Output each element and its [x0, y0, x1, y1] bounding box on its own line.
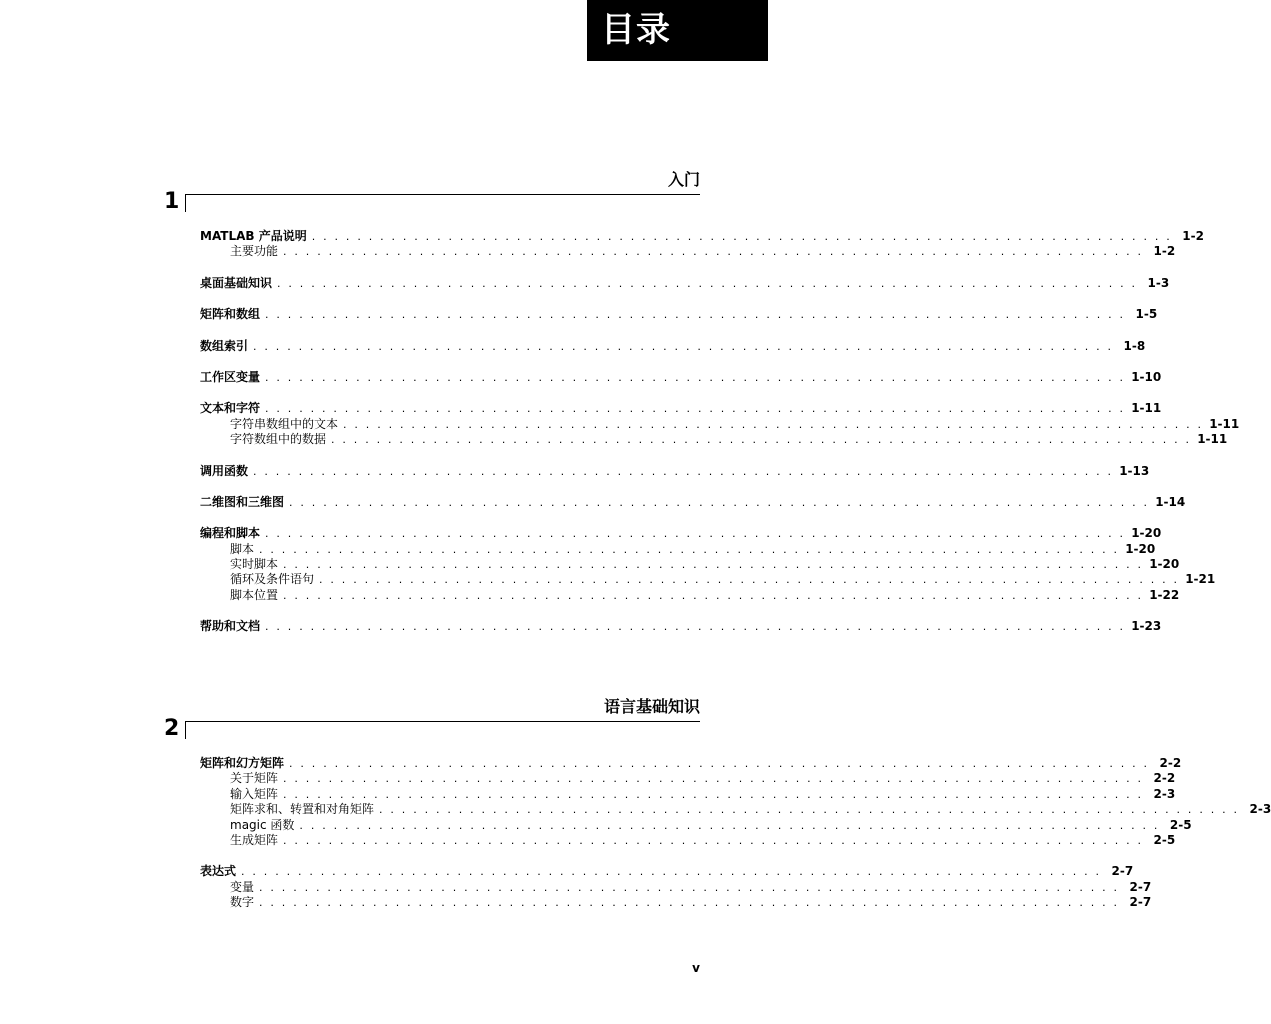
toc-header-tab: 目录 — [587, 0, 768, 61]
toc-group — [200, 756, 1271, 848]
toc-entry-page: 1-23 — [1131, 619, 1162, 634]
dot-leader: . . . . . . . . . . . . . . . . . . . . . . . . . . . . . . . . . . . . . . . . . . . . . . . . . . . . . . . . . . . . . . . . . . . . . . . . . . . . — [265, 370, 1126, 384]
toc-entry-page: 2-5 — [1153, 832, 1176, 847]
toc-entry-page: 1-11 — [1209, 416, 1240, 431]
toc-entry-label: 实时脚本 — [230, 557, 279, 572]
toc-entry[interactable] — [200, 864, 1134, 879]
dot-leader: . . . . . . . . . . . . . . . . . . . . . . . . . . . . . . . . . . . . . . . . . . . . . . . . . . . . . . . . . . . . . . . . . . . . . . . . . . . . — [283, 833, 1144, 847]
toc-entry-label: 调用函数 — [200, 463, 249, 478]
toc-entry[interactable] — [200, 307, 1158, 322]
toc-subentry[interactable] — [200, 817, 1192, 833]
toc-subentry[interactable] — [200, 771, 1176, 786]
toc-entry-label: 编程和脚本 — [200, 526, 261, 541]
toc-entry[interactable] — [200, 526, 1162, 541]
toc-entry[interactable] — [200, 619, 1162, 634]
toc-group — [200, 864, 1152, 910]
toc-entry-label: 关于矩阵 — [230, 771, 279, 786]
toc-entry-page: 1-2 — [1153, 244, 1176, 259]
toc-subentry[interactable] — [200, 572, 1216, 587]
toc-entry-label: 循环及条件语句 — [230, 572, 315, 587]
toc-entry[interactable] — [200, 463, 1150, 479]
toc-subentry[interactable] — [200, 244, 1176, 259]
toc-group — [200, 494, 1186, 510]
toc-subentry[interactable] — [200, 432, 1228, 447]
page-number: v — [692, 961, 700, 975]
toc-entry-label: 字符数组中的数据 — [230, 432, 327, 447]
dot-leader: . . . . . . . . . . . . . . . . . . . . . . . . . . . . . . . . . . . . . . . . . . . . . . . . . . . . . . . . . . . . . . . . . . . . . . . . . . . . — [283, 772, 1144, 786]
toc-subentry[interactable] — [200, 832, 1176, 848]
toc-entry-page: 1-3 — [1147, 275, 1170, 290]
toc-entry-label: 输入矩阵 — [230, 786, 279, 801]
toc-entry-label: 字符串数组中的文本 — [230, 416, 339, 431]
toc-subentry[interactable] — [200, 786, 1176, 802]
toc-entry[interactable] — [200, 401, 1162, 416]
toc-entry-label: magic 函数 — [230, 817, 295, 832]
toc-entry-page: 2-2 — [1153, 771, 1176, 786]
dot-leader: . . . . . . . . . . . . . . . . . . . . . . . . . . . . . . . . . . . . . . . . . . . . . . . . . . . . . . . . . . . . . . . . . . . . . . . . . . . . — [253, 464, 1114, 478]
dot-leader: . . . . . . . . . . . . . . . . . . . . . . . . . . . . . . . . . . . . . . . . . . . . . . . . . . . . . . . . . . . . . . . . . . . . . . . . . . . . — [265, 620, 1126, 634]
toc-entry-page: 1-5 — [1135, 307, 1158, 322]
toc-entry-label: 数字 — [230, 895, 255, 910]
toc-entry-label: 主要功能 — [230, 244, 279, 259]
toc-subentry[interactable] — [200, 557, 1180, 572]
toc-group — [200, 526, 1216, 603]
toc-group — [200, 307, 1158, 322]
toc-group — [200, 463, 1150, 479]
toc-group — [200, 619, 1162, 634]
dot-leader: . . . . . . . . . . . . . . . . . . . . . . . . . . . . . . . . . . . . . . . . . . . . . . . . . . . . . . . . . . . . . . . . . . . . . . . . . . . . — [277, 276, 1138, 290]
chapter-number: 2 — [164, 716, 180, 741]
dot-leader: . . . . . . . . . . . . . . . . . . . . . . . . . . . . . . . . . . . . . . . . . . . . . . . . . . . . . . . . . . . . . . . . . . . . . . . . . . . . — [265, 308, 1126, 322]
dot-leader: . . . . . . . . . . . . . . . . . . . . . . . . . . . . . . . . . . . . . . . . . . . . . . . . . . . . . . . . . . . . . . . . . . . . . . . . . . . . — [379, 803, 1240, 817]
dot-leader: . . . . . . . . . . . . . . . . . . . . . . . . . . . . . . . . . . . . . . . . . . . . . . . . . . . . . . . . . . . . . . . . . . . . . . . . . . . . — [283, 787, 1144, 801]
toc-entry-page: 2-5 — [1169, 817, 1192, 832]
toc-entry-page: 2-2 — [1159, 756, 1182, 770]
dot-leader: . . . . . . . . . . . . . . . . . . . . . . . . . . . . . . . . . . . . . . . . . . . . . . . . . . . . . . . . . . . . . . . . . . . . . . . . . . . . — [343, 417, 1204, 431]
toc-entry-label: 桌面基础知识 — [200, 275, 273, 290]
chapter-title: 语言基础知识 — [603, 697, 700, 716]
toc-subentry[interactable] — [200, 895, 1152, 910]
toc-entry[interactable] — [200, 338, 1146, 354]
chapter-entries — [200, 229, 1240, 651]
toc-entry-label: 生成矩阵 — [230, 832, 279, 847]
dot-leader: . . . . . . . . . . . . . . . . . . . . . . . . . . . . . . . . . . . . . . . . . . . . . . . . . . . . . . . . . . . . . . . . . . . . . . . . . . . . — [331, 433, 1192, 447]
toc-entry[interactable] — [200, 756, 1182, 771]
toc-subentry[interactable] — [200, 541, 1156, 557]
toc-entry-label: 矩阵和数组 — [200, 307, 261, 322]
toc-subentry[interactable] — [200, 587, 1180, 603]
dot-leader: . . . . . . . . . . . . . . . . . . . . . . . . . . . . . . . . . . . . . . . . . . . . . . . . . . . . . . . . . . . . . . . . . . . . . . . . . . . . — [259, 896, 1120, 910]
toc-entry[interactable] — [200, 275, 1170, 291]
toc-entry-page: 1-20 — [1131, 526, 1162, 541]
dot-leader: . . . . . . . . . . . . . . . . . . . . . . . . . . . . . . . . . . . . . . . . . . . . . . . . . . . . . . . . . . . . . . . . . . . . . . . . . . . . — [253, 339, 1114, 353]
dot-leader: . . . . . . . . . . . . . . . . . . . . . . . . . . . . . . . . . . . . . . . . . . . . . . . . . . . . . . . . . . . . . . . . . . . . . . . . . . . . — [241, 865, 1102, 879]
toc-group — [200, 369, 1162, 385]
dot-leader: . . . . . . . . . . . . . . . . . . . . . . . . . . . . . . . . . . . . . . . . . . . . . . . . . . . . . . . . . . . . . . . . . . . . . . . . . . . . — [283, 245, 1144, 259]
toc-entry-page: 1-11 — [1197, 432, 1228, 447]
toc-group — [200, 229, 1204, 260]
dot-leader: . . . . . . . . . . . . . . . . . . . . . . . . . . . . . . . . . . . . . . . . . . . . . . . . . . . . . . . . . . . . . . . . . . . . . . . . . . . . — [259, 880, 1120, 894]
toc-entry-page: 1-10 — [1131, 369, 1162, 384]
chapter-divider-tick — [185, 721, 186, 739]
dot-leader: . . . . . . . . . . . . . . . . . . . . . . . . . . . . . . . . . . . . . . . . . . . . . . . . . . . . . . . . . . . . . . . . . . . . . . . . . . . . — [259, 542, 1120, 556]
toc-entry-page: 1-14 — [1155, 494, 1186, 509]
toc-entry-label: 工作区变量 — [200, 369, 261, 384]
toc-entry[interactable] — [200, 494, 1186, 510]
toc-entry-page: 1-20 — [1149, 557, 1180, 572]
toc-entry[interactable] — [200, 229, 1204, 244]
toc-entry-page: 2-7 — [1111, 864, 1134, 879]
toc-group — [200, 338, 1146, 354]
chapter-divider — [185, 721, 700, 722]
toc-entry-page: 1-21 — [1185, 572, 1216, 587]
dot-leader: . . . . . . . . . . . . . . . . . . . . . . . . . . . . . . . . . . . . . . . . . . . . . . . . . . . . . . . . . . . . . . . . . . . . . . . . . . . . — [283, 558, 1144, 572]
chapter-entries — [200, 756, 1271, 927]
toc-entry-page: 1-13 — [1119, 463, 1150, 478]
dot-leader: . . . . . . . . . . . . . . . . . . . . . . . . . . . . . . . . . . . . . . . . . . . . . . . . . . . . . . . . . . . . . . . . . . . . . . . . . . . . — [311, 230, 1172, 243]
dot-leader: . . . . . . . . . . . . . . . . . . . . . . . . . . . . . . . . . . . . . . . . . . . . . . . . . . . . . . . . . . . . . . . . . . . . . . . . . . . . — [289, 495, 1150, 509]
toc-entry[interactable] — [200, 369, 1162, 385]
toc-entry-label: 变量 — [230, 879, 255, 894]
toc-entry-page: 1-2 — [1182, 229, 1204, 243]
toc-subentry[interactable] — [200, 879, 1152, 895]
toc-entry-page: 1-22 — [1149, 587, 1180, 602]
toc-entry-label: 表达式 — [200, 864, 237, 879]
toc-entry-page: 2-3 — [1249, 802, 1271, 817]
toc-group — [200, 401, 1240, 447]
chapter-divider — [185, 194, 700, 195]
toc-entry-label: 矩阵和幻方矩阵 — [200, 756, 285, 770]
chapter-number: 1 — [164, 189, 180, 214]
toc-entry-page: 2-7 — [1129, 879, 1152, 894]
toc-entry-page: 1-20 — [1125, 541, 1156, 556]
toc-entry-page: 2-3 — [1153, 786, 1176, 801]
toc-entry-label: 文本和字符 — [200, 401, 261, 416]
toc-entry-label: 矩阵求和、转置和对角矩阵 — [230, 802, 375, 817]
toc-entry-label: 数组索引 — [200, 338, 249, 353]
chapter-title: 入门 — [667, 170, 700, 189]
toc-entry-page: 1-11 — [1131, 401, 1162, 416]
toc-entry-page: 1-8 — [1123, 338, 1146, 353]
toc-entry-label: 帮助和文档 — [200, 619, 261, 634]
dot-leader: . . . . . . . . . . . . . . . . . . . . . . . . . . . . . . . . . . . . . . . . . . . . . . . . . . . . . . . . . . . . . . . . . . . . . . . . . . . . — [283, 588, 1144, 602]
toc-subentry[interactable] — [200, 416, 1240, 432]
toc-entry-label: 二维图和三维图 — [200, 494, 285, 509]
toc-entry-page: 2-7 — [1129, 895, 1152, 910]
toc-subentry[interactable] — [200, 802, 1271, 817]
toc-group — [200, 275, 1170, 291]
toc-entry-label: MATLAB 产品说明 — [200, 229, 307, 243]
chapter-divider-tick — [185, 194, 186, 212]
dot-leader: . . . . . . . . . . . . . . . . . . . . . . . . . . . . . . . . . . . . . . . . . . . . . . . . . . . . . . . . . . . . . . . . . . . . . . . . . . . . — [265, 527, 1126, 541]
toc-entry-label: 脚本 — [230, 541, 255, 556]
dot-leader: . . . . . . . . . . . . . . . . . . . . . . . . . . . . . . . . . . . . . . . . . . . . . . . . . . . . . . . . . . . . . . . . . . . . . . . . . . . . — [265, 402, 1126, 416]
dot-leader: . . . . . . . . . . . . . . . . . . . . . . . . . . . . . . . . . . . . . . . . . . . . . . . . . . . . . . . . . . . . . . . . . . . . . . . . . . . . — [319, 573, 1180, 587]
dot-leader: . . . . . . . . . . . . . . . . . . . . . . . . . . . . . . . . . . . . . . . . . . . . . . . . . . . . . . . . . . . . . . . . . . . . . . . . . . . . — [299, 818, 1160, 832]
dot-leader: . . . . . . . . . . . . . . . . . . . . . . . . . . . . . . . . . . . . . . . . . . . . . . . . . . . . . . . . . . . . . . . . . . . . . . . . . . . . — [289, 757, 1150, 770]
toc-entry-label: 脚本位置 — [230, 587, 279, 602]
